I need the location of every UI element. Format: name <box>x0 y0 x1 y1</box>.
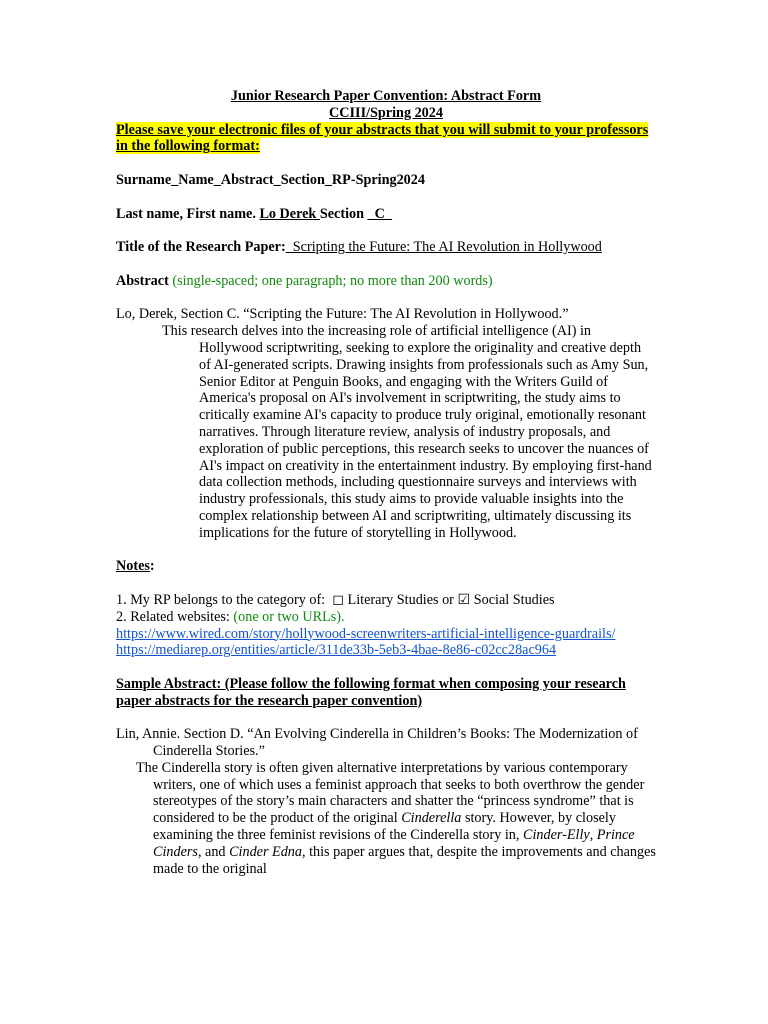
websites-hint: (one or two URLs). <box>233 608 345 625</box>
abstract-citation: Lo, Derek, Section C. “Scripting the Future: The AI Revolution in Hollywood.” <box>116 306 569 323</box>
save-notice <box>116 122 656 156</box>
websites-row <box>116 609 656 626</box>
abstract-body[interactable]: This research delves into the increasing role of artificial intelligence (AI) in Hollywood scriptwriting, seeking to explore the originality and creative depth of AI-generated scripts. Drawing insights from professionals such as Amy Sun, Senior Editor at Penguin Books, and engaging with the Writers Guild of America's proposal on AI's involvement in scriptwriting, the study aims to critically examine AI's capacity to produce truly original, emotionally resonant narratives. Through literature review, analysis of industry proposals, and exploration of public perceptions, this research seeks to uncover the nuances of AI's impact on creativity in the entertainment industry. By employing first-hand data collection methods, including questionnaire surveys and interviews with industry professionals, this study aims to provide valuable insights into the complex relationship between AI and scriptwriting, ultimately discussing its implications for the future of storytelling in Hollywood. <box>162 323 652 541</box>
sample-citation: Lin, Annie. Section D. “An Evolving Cinderella in Children’s Books: The Modernization of Cinderella Stories.” <box>116 726 638 760</box>
section-label: Section _ <box>319 205 375 222</box>
related-link-2-text[interactable]: https://mediarep.org/entities/article/311de33b-5eb3-4bae-8e86-c02cc28ac964 <box>116 642 557 659</box>
title-value[interactable]: Scripting the Future: The AI Revolution in Hollywood <box>285 239 602 256</box>
section-value[interactable]: C_ <box>374 205 392 222</box>
file-format-line: Surname_Name_Abstract_Section_RP-Spring2024 <box>116 171 425 188</box>
sample-heading: Sample Abstract: (Please follow the following format when composing your research paper abstracts for the research paper convention) <box>116 675 626 709</box>
notes-heading: Notes: <box>116 558 155 575</box>
sample-italic-title: Cinderella <box>401 810 462 827</box>
abstract-label: Abstract <box>116 272 169 289</box>
form-subtitle: CCIII/Spring 2024 <box>329 104 443 121</box>
abstract-row <box>116 273 656 290</box>
title-row <box>116 239 656 256</box>
category-prefix: 1. My RP belongs to the category of: <box>116 591 326 608</box>
checkbox-literary-studies[interactable]: ◻ <box>332 591 344 608</box>
literary-studies-label: Literary Studies or <box>347 591 454 608</box>
form-title: Junior Research Paper Convention: Abstract Form <box>230 88 542 104</box>
websites-label: 2. Related websites: <box>116 608 230 625</box>
abstract-hint: (single-spaced; one paragraph; no more than 200 words) <box>172 272 493 289</box>
category-row <box>116 592 656 609</box>
save-notice-text: Please save your electronic files of your abstracts that you will submit to your professors in the following format: <box>116 121 649 155</box>
sample-italic-prince-cinders: Prince Cinders <box>153 827 635 860</box>
related-link-1-text[interactable]: https://www.wired.com/story/hollywood-screenwriters-artificial-intelligence-guardrails/ <box>116 625 616 642</box>
checkbox-social-studies[interactable]: ☑ <box>457 591 471 608</box>
name-value[interactable]: Lo Derek <box>259 205 320 222</box>
social-studies-label: Social Studies <box>473 591 555 608</box>
sample-italic-cinder-elly: Cinder-Elly <box>522 827 590 844</box>
sample-italic-cinder-edna: Cinder Edna <box>229 843 302 860</box>
document-page <box>116 88 656 877</box>
title-label: Title of the Research Paper: <box>116 239 286 256</box>
name-label: Last name, First name. <box>116 205 256 222</box>
sample-body: The Cinderella story is often given alternative interpretations by various contemporary writers, one of which uses a feminist approach that seeks to both overthrow the gender stereotypes of the story’s main characters and shatter the “princess syndrome” that is considered to be the product of the original Cinderella story. However, by closely examining the three feminist revisions of the Cinderella story in, Cinder-Elly, Prince Cinders, and Cinder Edna, this paper argues that, despite the improvements and changes made to the original <box>136 759 656 877</box>
notes-heading-text: Notes <box>116 558 150 575</box>
related-link-1[interactable] <box>116 626 656 643</box>
related-link-2[interactable] <box>116 642 656 659</box>
name-row <box>116 206 656 223</box>
